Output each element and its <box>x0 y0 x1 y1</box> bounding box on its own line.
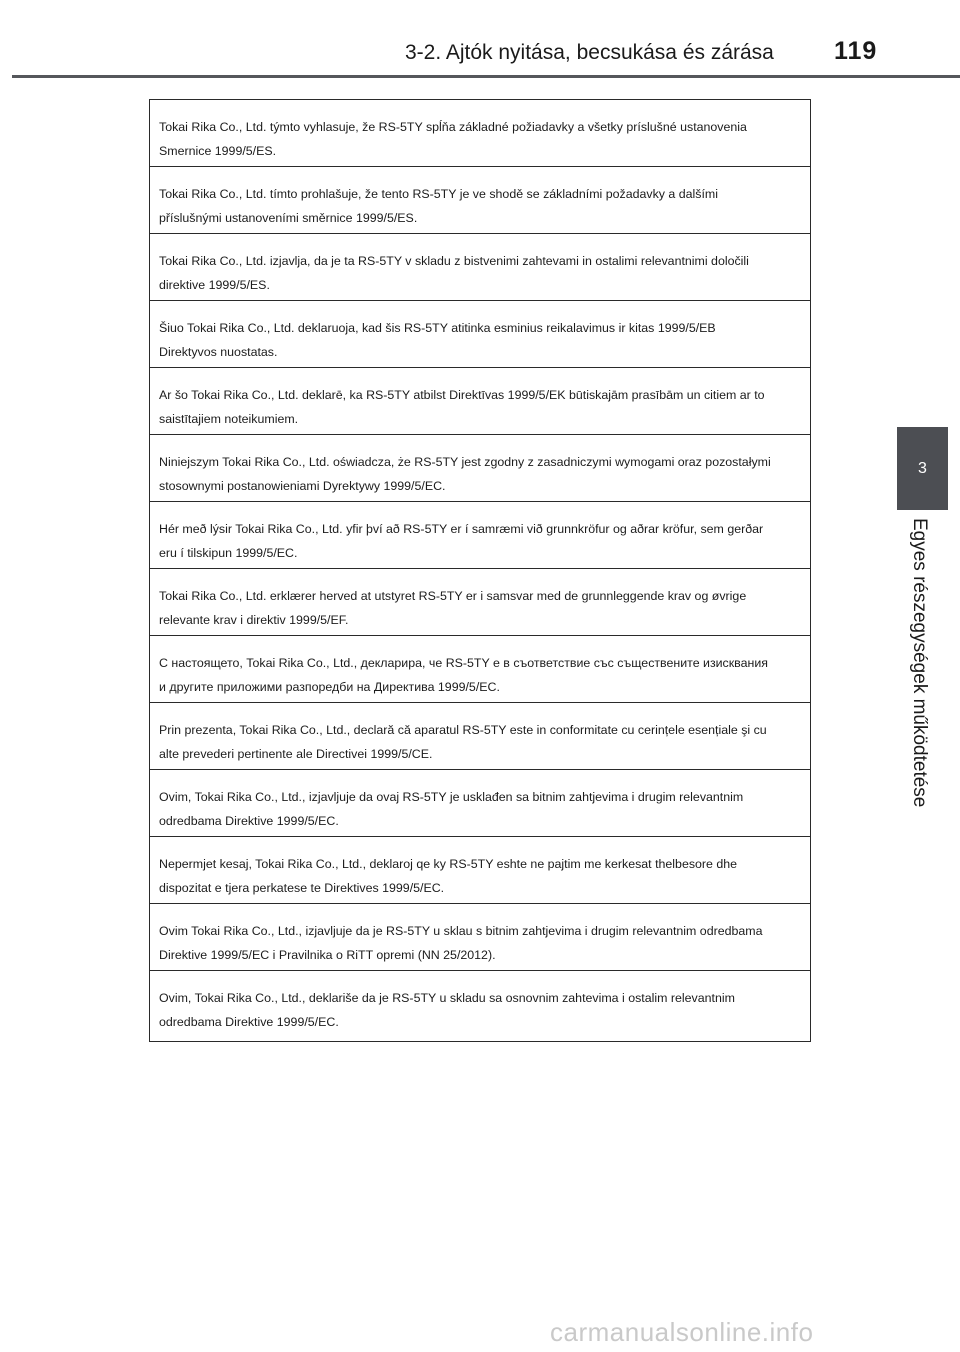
declaration-croatian: Ovim Tokai Rika Co., Ltd., izjavljuje da je RS-5TY u sklau s bitnim zahtjevima i drugim relevantnim odredbama Direktive 1999/5/EC i Pravilnika o RiTT opremi (NN 25/2012). <box>150 904 810 971</box>
chapter-tab <box>897 427 948 510</box>
page-header <box>0 0 960 80</box>
chapter-tab-number: 3 <box>918 459 927 477</box>
header-rule <box>12 75 960 78</box>
declaration-polish: Niniejszym Tokai Rika Co., Ltd. oświadcza, że RS-5TY jest zgodny z zasadniczymi wymogami oraz pozostałymi stosownymi postanowieniami Dyrektywy 1999/5/EC. <box>150 435 810 502</box>
declaration-serbian: Ovim, Tokai Rika Co., Ltd., deklariše da je RS-5TY u skladu sa osnovnim zahtevima i ostalim relevantnim odredbama Direktive 1999/5/EC. <box>159 991 735 1029</box>
chapter-side-title: Egyes részegységek működtetése <box>909 518 930 808</box>
declaration-slovak: Tokai Rika Co., Ltd. týmto vyhlasuje, že RS-5TY spĺňa základné požiadavky a všetky príslušné ustanovenia Smernice 1999/5/ES. <box>150 100 810 167</box>
declaration-icelandic: Hér með lýsir Tokai Rika Co., Ltd. yfir því að RS-5TY er í samræmi við grunnkröfur og aðrar kröfur, sem gerðar eru í tilskipun 1999/5/EC. <box>150 502 810 569</box>
declaration-bosnian: Ovim, Tokai Rika Co., Ltd., izjavljuje da ovaj RS-5TY je usklađen sa bitnim zahtjevima i drugim relevantnim odredbama Direktive 1999/5/EC. <box>150 770 810 837</box>
declaration-romanian: Prin prezenta, Tokai Rika Co., Ltd., declară că aparatul RS-5TY este in conformitate cu cerințele esențiale şi cu alte prevederi pertinente ale Directivei 1999/5/CE. <box>150 703 810 770</box>
declaration-czech: Tokai Rika Co., Ltd. tímto prohlašuje, že tento RS-5TY je ve shodě se základními požadavky a dalšími příslušnými ustanoveními směrnice 1999/5/ES. <box>150 167 810 234</box>
declaration-latvian: Ar šo Tokai Rika Co., Ltd. deklarē, ka RS-5TY atbilst Direktīvas 1999/5/EK būtiskajām prasībām un citiem ar to saistītajiem noteikumiem. <box>150 368 810 435</box>
declarations-table <box>149 99 811 1042</box>
declaration-lithuanian: Šiuo Tokai Rika Co., Ltd. deklaruoja, kad šis RS-5TY atitinka esminius reikalavimus ir kitas 1999/5/EB Direktyvos nuostatas. <box>150 301 810 368</box>
declaration-albanian: Nepermjet kesaj, Tokai Rika Co., Ltd., deklaroj qe ky RS-5TY eshte ne pajtim me kerkesat thelbesore dhe dispozitat e tjera perkatese te Direktives 1999/5/EC. <box>150 837 810 904</box>
declaration-slovenian: Tokai Rika Co., Ltd. izjavlja, da je ta RS-5TY v skladu z bistvenimi zahtevami in ostalimi relevantnimi določili direktive 1999/5/ES. <box>150 234 810 301</box>
watermark: carmanualsonline.info <box>550 1317 814 1347</box>
section-title: 3-2. Ajtók nyitása, becsukása és zárása <box>405 41 774 64</box>
declaration-bulgarian: С настоящето, Tokai Rika Co., Ltd., декларира, че RS-5TY е в съответствие със съществените изисквания и другите приложими разпоредби на Директива 1999/5/EC. <box>150 636 810 703</box>
page-number: 119 <box>834 37 878 65</box>
declaration-norwegian: Tokai Rika Co., Ltd. erklærer herved at utstyret RS-5TY er i samsvar med de grunnleggende krav og øvrige relevante krav i direktiv 1999/5/EF. <box>150 569 810 636</box>
